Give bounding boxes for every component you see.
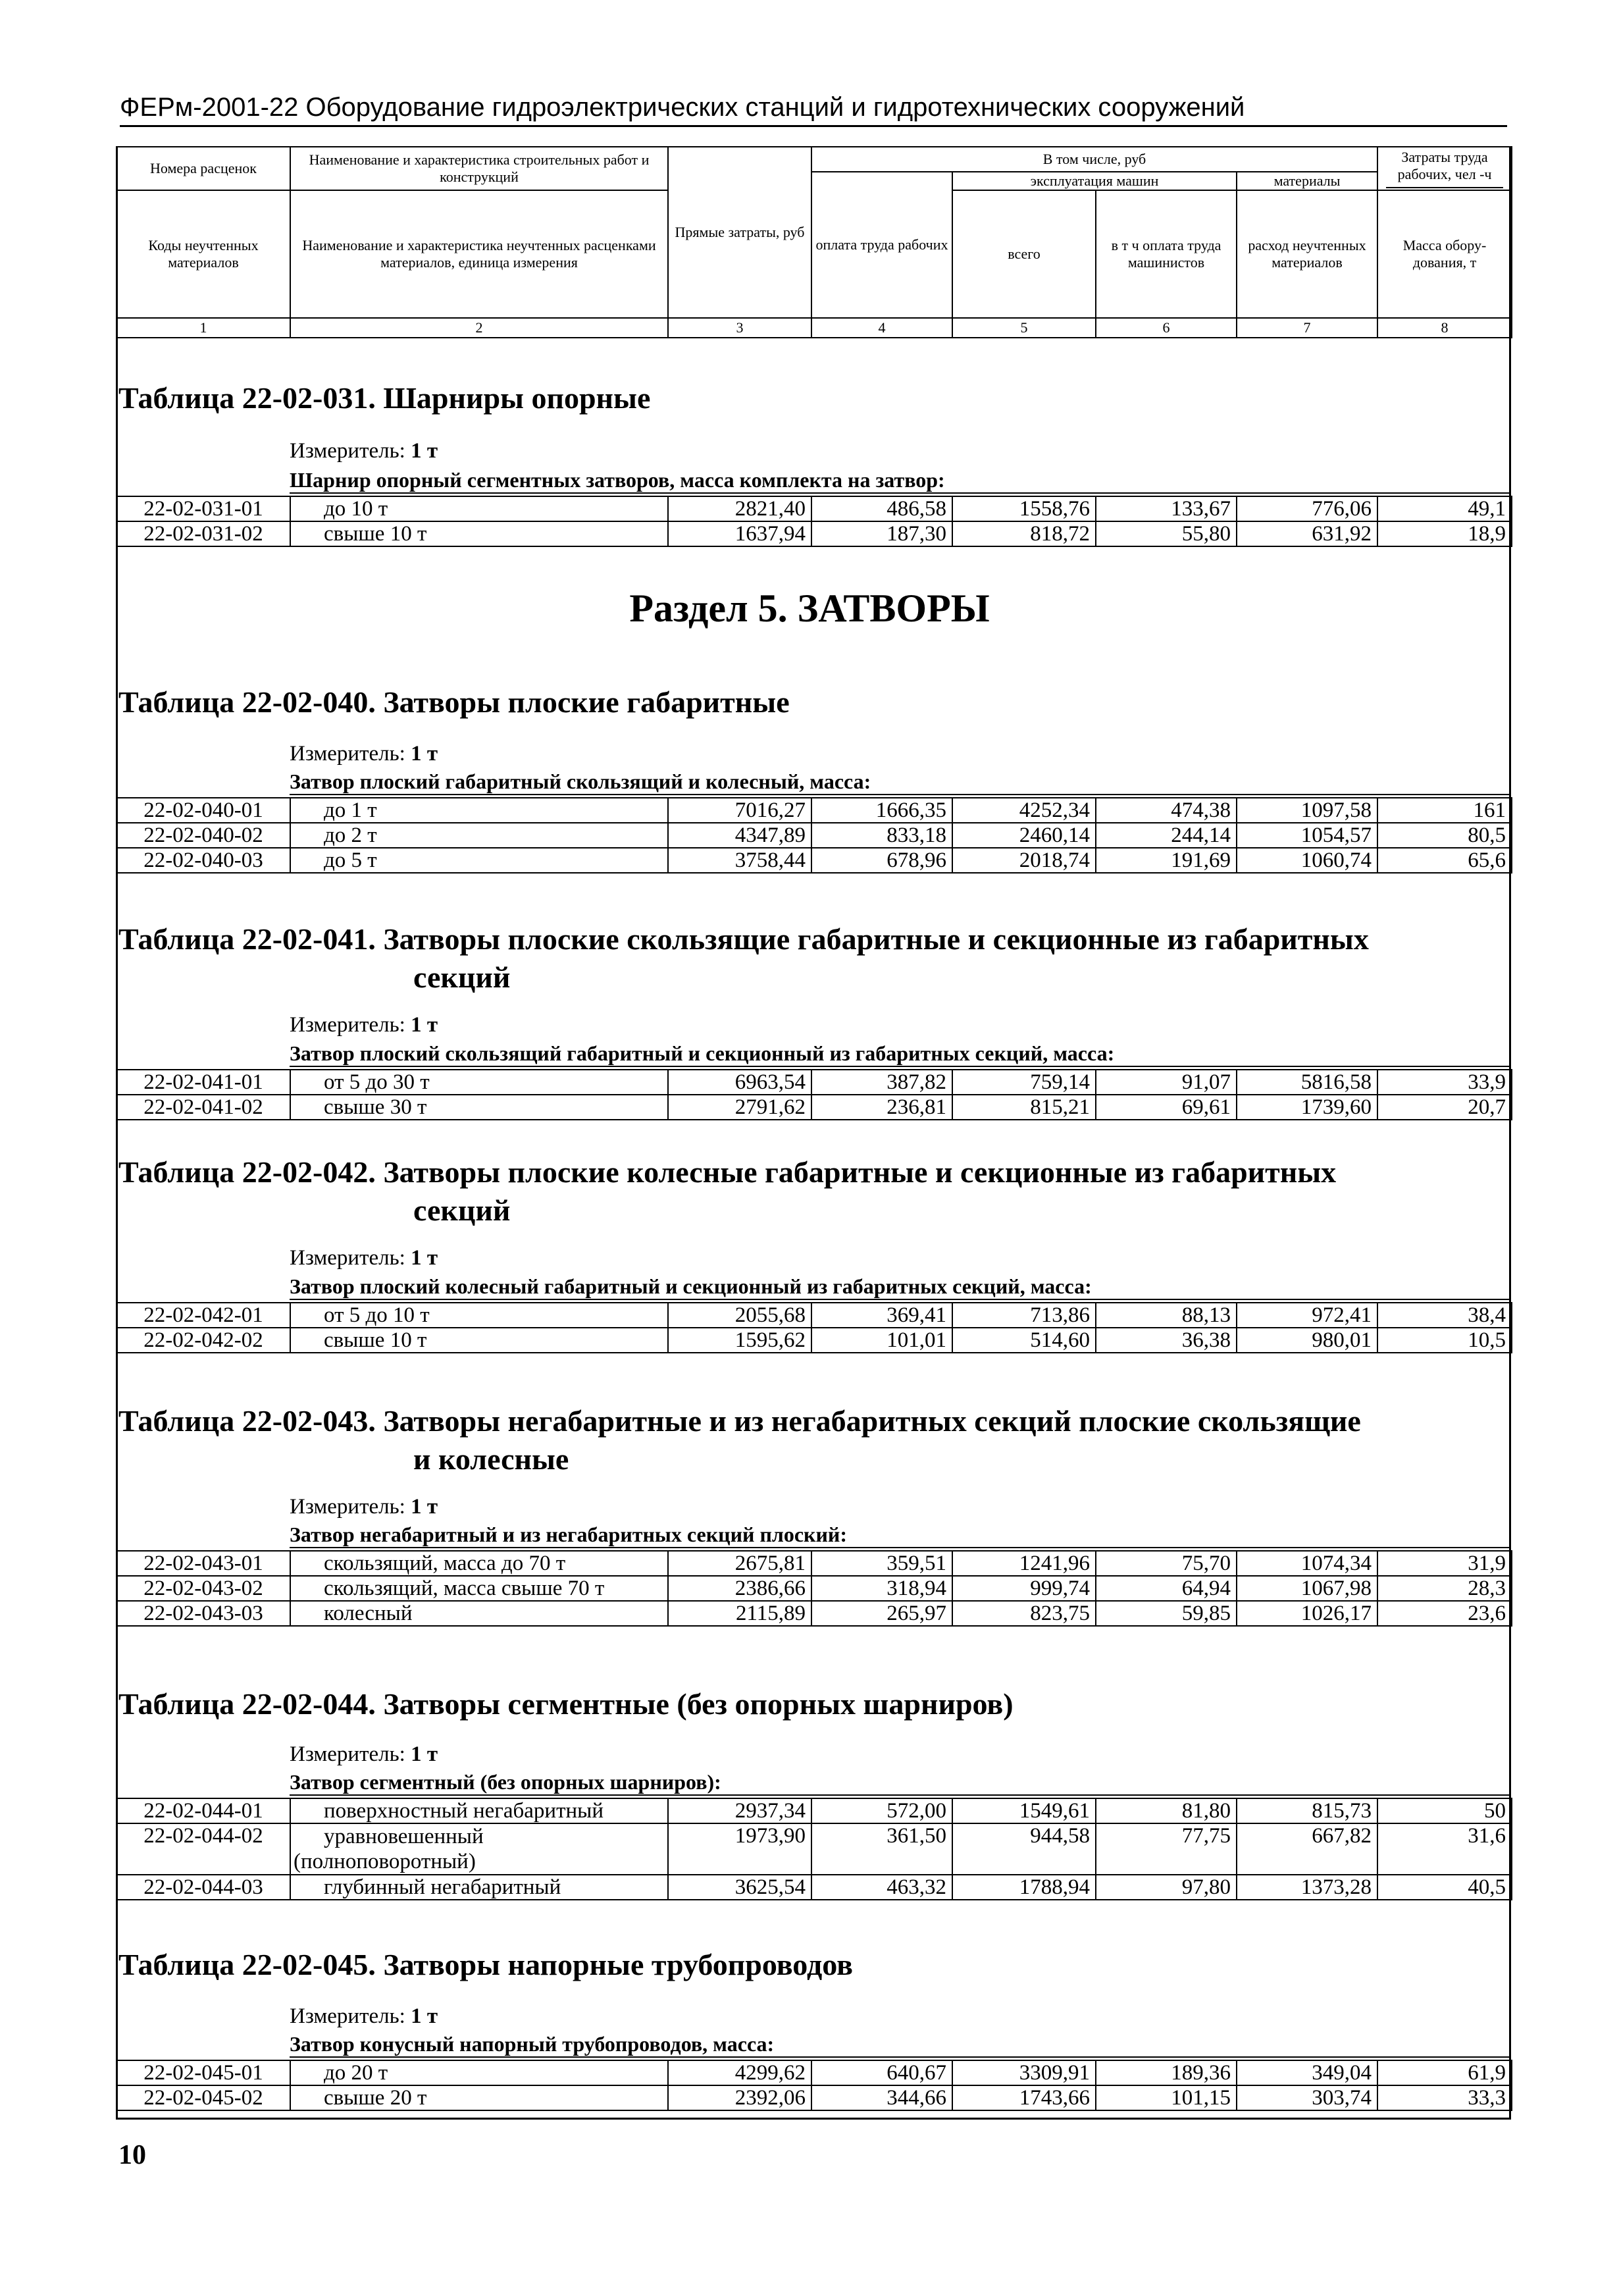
- document-title: ФЕРм-2001-22 Оборудование гидроэлектрических станций и гидротехнических сооружений: [120, 91, 1507, 127]
- row-name: до 20 т: [290, 2060, 668, 2085]
- table-title-041: [118, 920, 1507, 997]
- table-title-031: Таблица 22-02-031. Шарниры опорные: [118, 381, 651, 415]
- table-title-044: Таблица 22-02-044. Затворы сегментные (без опорных шарниров): [118, 1687, 1014, 1721]
- row-c3: 1595,62: [668, 1328, 811, 1353]
- row-c7: 667,82: [1237, 1823, 1377, 1875]
- table-row: [116, 1823, 1512, 1875]
- row-c3: 2821,40: [668, 496, 811, 521]
- hdr-col5: всего: [952, 190, 1096, 318]
- row-c6: 474,38: [1096, 798, 1237, 823]
- row-name: колесный: [290, 1601, 668, 1626]
- measure-value: 1 т: [411, 1495, 438, 1519]
- hdr-num-3: 3: [668, 318, 811, 338]
- row-code: 22-02-040-01: [116, 798, 290, 823]
- row-c4: 1666,35: [811, 798, 952, 823]
- row-c7: 349,04: [1237, 2060, 1377, 2085]
- row-name: свыше 20 т: [290, 2085, 668, 2110]
- row-c7: 1739,60: [1237, 1095, 1377, 1120]
- table-row: [116, 1551, 1512, 1576]
- row-c5: 2460,14: [952, 823, 1096, 848]
- row-c3: 7016,27: [668, 798, 811, 823]
- row-c3: 3625,54: [668, 1875, 811, 1900]
- row-c8: 31,9: [1377, 1551, 1512, 1576]
- row-c6: 77,75: [1096, 1823, 1237, 1875]
- table-row: [116, 798, 1512, 823]
- measure-value: 1 т: [411, 1013, 438, 1037]
- row-c5: 2018,74: [952, 848, 1096, 873]
- group-045: Затвор конусный напорный трубопроводов, масса:: [290, 2031, 1511, 2058]
- hdr-col1-bottom: Коды неучтенных материалов: [116, 190, 290, 318]
- title-line-1: Таблица 22-02-043. Затворы негабаритные и из негабаритных секций плоские скользящие: [118, 1404, 1361, 1438]
- table-row: [116, 521, 1512, 546]
- row-c6: 64,94: [1096, 1576, 1237, 1601]
- row-code: 22-02-044-03: [116, 1875, 290, 1900]
- group-044: Затвор сегментный (без опорных шарниров):: [290, 1769, 1511, 1796]
- row-c4: 833,18: [811, 823, 952, 848]
- row-c7: 1097,58: [1237, 798, 1377, 823]
- row-name: до 10 т: [290, 496, 668, 521]
- row-name-line-1: уравновешенный: [324, 1825, 484, 1848]
- measure-043: [290, 1494, 438, 1519]
- measure-045: [290, 2004, 438, 2029]
- row-c3: 4347,89: [668, 823, 811, 848]
- row-c3: 1637,94: [668, 521, 811, 546]
- measure-042: [290, 1245, 438, 1270]
- rows-031: [116, 496, 1512, 547]
- row-name: до 1 т: [290, 798, 668, 823]
- title-line-1: Таблица 22-02-042. Затворы плоские колесные габаритные и секционные из габаритных: [118, 1155, 1337, 1189]
- row-c3: 2791,62: [668, 1095, 811, 1120]
- row-c8: 31,6: [1377, 1823, 1512, 1875]
- measure-label: Измеритель:: [290, 1246, 405, 1270]
- page-number: 10: [118, 2140, 146, 2170]
- row-c4: 265,97: [811, 1601, 952, 1626]
- measure-label: Измеритель:: [290, 742, 405, 766]
- rows-045: [116, 2060, 1512, 2111]
- row-c8: 23,6: [1377, 1601, 1512, 1626]
- measure-label: Измеритель:: [290, 1495, 405, 1519]
- row-c4: 572,00: [811, 1798, 952, 1823]
- row-c6: 101,15: [1096, 2085, 1237, 2110]
- measure-label: Измеритель:: [290, 1013, 405, 1037]
- measure-value: 1 т: [411, 439, 438, 463]
- row-name: скользящий, масса свыше 70 т: [290, 1576, 668, 1601]
- row-c5: 944,58: [952, 1823, 1096, 1875]
- row-c4: 678,96: [811, 848, 952, 873]
- row-c8: 50: [1377, 1798, 1512, 1823]
- row-c4: 369,41: [811, 1303, 952, 1328]
- row-c7: 631,92: [1237, 521, 1377, 546]
- row-c3: 2386,66: [668, 1576, 811, 1601]
- row-c8: 80,5: [1377, 823, 1512, 848]
- row-c4: 359,51: [811, 1551, 952, 1576]
- row-c7: 303,74: [1237, 2085, 1377, 2110]
- row-name: свыше 10 т: [290, 521, 668, 546]
- row-name: поверхностный негабаритный: [290, 1798, 668, 1823]
- table-row: [116, 823, 1512, 848]
- hdr-col8-bottom: Масса обору-дования, т: [1377, 190, 1512, 318]
- row-name: скользящий, масса до 70 т: [290, 1551, 668, 1576]
- row-c3: 6963,54: [668, 1070, 811, 1095]
- row-code: 22-02-031-02: [116, 521, 290, 546]
- group-043: Затвор негабаритный и из негабаритных секций плоский:: [290, 1522, 1511, 1548]
- rows-043: [116, 1550, 1512, 1627]
- row-c8: 161: [1377, 798, 1512, 823]
- row-c8: 10,5: [1377, 1328, 1512, 1353]
- measure-044: [290, 1742, 438, 1767]
- row-c3: 3758,44: [668, 848, 811, 873]
- hdr-num-4: 4: [811, 318, 952, 338]
- row-name: свыше 30 т: [290, 1095, 668, 1120]
- rows-040: [116, 797, 1512, 874]
- row-code: 22-02-041-01: [116, 1070, 290, 1095]
- row-c8: 20,7: [1377, 1095, 1512, 1120]
- row-code: 22-02-040-02: [116, 823, 290, 848]
- title-line-1: Таблица 22-02-041. Затворы плоские скользящие габаритные и секционные из габаритных: [118, 922, 1369, 956]
- row-c6: 244,14: [1096, 823, 1237, 848]
- row-c5: 818,72: [952, 521, 1096, 546]
- title-line-2: и колесные: [413, 1442, 569, 1476]
- row-c3: 2115,89: [668, 1601, 811, 1626]
- row-c5: 815,21: [952, 1095, 1096, 1120]
- measure-label: Измеритель:: [290, 439, 405, 463]
- table-row: [116, 1095, 1512, 1120]
- table-row: [116, 496, 1512, 521]
- section-title: Раздел 5. ЗАТВОРЫ: [629, 587, 990, 630]
- row-c7: 1026,17: [1237, 1601, 1377, 1626]
- row-code: 22-02-045-01: [116, 2060, 290, 2085]
- hdr-col2-bottom: Наименование и характеристика неучтенных расценками материалов, единица измерения: [290, 190, 668, 318]
- hdr-num-6: 6: [1096, 318, 1237, 338]
- row-c6: 133,67: [1096, 496, 1237, 521]
- measure-040: [290, 741, 438, 766]
- title-line-2: секций: [413, 960, 511, 994]
- row-c8: 33,3: [1377, 2085, 1512, 2110]
- hdr-col6: в т ч оплата труда машинистов: [1096, 190, 1237, 318]
- row-c7: 1074,34: [1237, 1551, 1377, 1576]
- row-c7: 1060,74: [1237, 848, 1377, 873]
- hdr-col1-top: Номера расценок: [116, 147, 290, 190]
- table-row: [116, 2060, 1512, 2085]
- hdr-num-8: 8: [1377, 318, 1512, 338]
- hdr-col8-top: [1377, 147, 1512, 190]
- hdr-num-5: 5: [952, 318, 1096, 338]
- measure-value: 1 т: [411, 1246, 438, 1270]
- table-row: [116, 2085, 1512, 2110]
- row-c6: 88,13: [1096, 1303, 1237, 1328]
- row-c4: 361,50: [811, 1823, 952, 1875]
- table-title-043: [118, 1402, 1507, 1478]
- row-c7: 776,06: [1237, 496, 1377, 521]
- hdr-num-7: 7: [1237, 318, 1377, 338]
- hdr-group-machines: эксплуатация машин: [952, 172, 1237, 190]
- row-name: глубинный негабаритный: [290, 1875, 668, 1900]
- group-042: Затвор плоский колесный габаритный и секционный из габаритных секций, масса:: [290, 1274, 1511, 1300]
- row-c7: 1373,28: [1237, 1875, 1377, 1900]
- row-code: 22-02-043-03: [116, 1601, 290, 1626]
- measure-label: Измеритель:: [290, 2004, 405, 2028]
- row-c5: 999,74: [952, 1576, 1096, 1601]
- row-c8: 40,5: [1377, 1875, 1512, 1900]
- row-c4: 387,82: [811, 1070, 952, 1095]
- hdr-group-incl: В том числе, руб: [811, 147, 1377, 172]
- table-title-042: [118, 1153, 1507, 1230]
- measure-value: 1 т: [411, 1742, 438, 1766]
- row-c6: 36,38: [1096, 1328, 1237, 1353]
- hdr-col4: оплата труда рабочих: [811, 172, 952, 318]
- row-c7: 5816,58: [1237, 1070, 1377, 1095]
- row-c5: 823,75: [952, 1601, 1096, 1626]
- measure-value: 1 т: [411, 2004, 438, 2028]
- row-c4: 344,66: [811, 2085, 952, 2110]
- row-c8: 49,1: [1377, 496, 1512, 521]
- row-c3: 2937,34: [668, 1798, 811, 1823]
- row-name: до 5 т: [290, 848, 668, 873]
- row-c6: 191,69: [1096, 848, 1237, 873]
- row-c4: 236,81: [811, 1095, 952, 1120]
- table-row: [116, 1303, 1512, 1328]
- row-c7: 972,41: [1237, 1303, 1377, 1328]
- row-c5: 759,14: [952, 1070, 1096, 1095]
- measure-label: Измеритель:: [290, 1742, 405, 1766]
- row-c7: 1054,57: [1237, 823, 1377, 848]
- row-c7: 1067,98: [1237, 1576, 1377, 1601]
- row-name: свыше 10 т: [290, 1328, 668, 1353]
- row-c6: 55,80: [1096, 521, 1237, 546]
- table-row: [116, 1601, 1512, 1626]
- row-c3: 2055,68: [668, 1303, 811, 1328]
- row-code: 22-02-043-02: [116, 1576, 290, 1601]
- row-c6: 75,70: [1096, 1551, 1237, 1576]
- rows-041: [116, 1069, 1512, 1120]
- row-c8: 65,6: [1377, 848, 1512, 873]
- group-040: Затвор плоский габаритный скользящий и колесный, масса:: [290, 769, 1511, 795]
- row-code: 22-02-042-02: [116, 1328, 290, 1353]
- table-title-040: Таблица 22-02-040. Затворы плоские габаритные: [118, 685, 790, 719]
- row-c5: 1788,94: [952, 1875, 1096, 1900]
- measure-value: 1 т: [411, 742, 438, 766]
- row-c8: 61,9: [1377, 2060, 1512, 2085]
- row-name: от 5 до 10 т: [290, 1303, 668, 1328]
- table-row: [116, 1875, 1512, 1900]
- row-code: 22-02-043-01: [116, 1551, 290, 1576]
- group-031: Шарнир опорный сегментных затворов, масса комплекта на затвор:: [290, 467, 1511, 494]
- row-c4: 640,67: [811, 2060, 952, 2085]
- row-c5: 4252,34: [952, 798, 1096, 823]
- row-code: 22-02-044-02: [116, 1823, 290, 1875]
- row-c4: 101,01: [811, 1328, 952, 1353]
- row-name: от 5 до 30 т: [290, 1070, 668, 1095]
- row-c7: 980,01: [1237, 1328, 1377, 1353]
- measure-031: [290, 438, 438, 463]
- row-c8: 38,4: [1377, 1303, 1512, 1328]
- row-c6: 69,61: [1096, 1095, 1237, 1120]
- group-041: Затвор плоский скользящий габаритный и секционный из габаритных секций, масса:: [290, 1041, 1511, 1067]
- row-c4: 486,58: [811, 496, 952, 521]
- row-code: 22-02-031-01: [116, 496, 290, 521]
- row-name: до 2 т: [290, 823, 668, 848]
- row-c6: 59,85: [1096, 1601, 1237, 1626]
- row-c4: 463,32: [811, 1875, 952, 1900]
- row-c5: 1241,96: [952, 1551, 1096, 1576]
- row-c3: 2675,81: [668, 1551, 811, 1576]
- row-c8: 28,3: [1377, 1576, 1512, 1601]
- row-c5: 514,60: [952, 1328, 1096, 1353]
- title-line-2: секций: [413, 1193, 511, 1227]
- table-row: [116, 848, 1512, 873]
- table-row: [116, 1328, 1512, 1353]
- hdr-col3: Прямые затраты, руб: [668, 147, 811, 318]
- hdr-group-materials: материалы: [1237, 172, 1377, 190]
- rows-042: [116, 1302, 1512, 1353]
- hdr-num-1: 1: [116, 318, 290, 338]
- row-name-line-2: (полноповоротный): [294, 1850, 476, 1873]
- hdr-col2-top: Наименование и характеристика строительных работ и конструкций: [290, 147, 668, 190]
- hdr-col8-top-text: Затраты труда рабочих, чел -ч: [1386, 149, 1503, 188]
- table-title-045: Таблица 22-02-045. Затворы напорные трубопроводов: [118, 1948, 853, 1981]
- row-c3: 2392,06: [668, 2085, 811, 2110]
- row-c6: 91,07: [1096, 1070, 1237, 1095]
- row-c4: 318,94: [811, 1576, 952, 1601]
- row-c6: 189,36: [1096, 2060, 1237, 2085]
- row-c4: 187,30: [811, 521, 952, 546]
- row-code: 22-02-040-03: [116, 848, 290, 873]
- hdr-col7: расход неучтенных материалов: [1237, 190, 1377, 318]
- table-row: [116, 1798, 1512, 1823]
- row-c8: 33,9: [1377, 1070, 1512, 1095]
- column-header: [116, 146, 1512, 338]
- row-c5: 1558,76: [952, 496, 1096, 521]
- row-c5: 1549,61: [952, 1798, 1096, 1823]
- row-code: 22-02-042-01: [116, 1303, 290, 1328]
- row-c5: 713,86: [952, 1303, 1096, 1328]
- row-code: 22-02-044-01: [116, 1798, 290, 1823]
- row-c7: 815,73: [1237, 1798, 1377, 1823]
- hdr-num-2: 2: [290, 318, 668, 338]
- row-c6: 81,80: [1096, 1798, 1237, 1823]
- row-c5: 1743,66: [952, 2085, 1096, 2110]
- row-c3: 1973,90: [668, 1823, 811, 1875]
- row-c8: 18,9: [1377, 521, 1512, 546]
- measure-041: [290, 1012, 438, 1037]
- rows-044: [116, 1798, 1512, 1900]
- row-c3: 4299,62: [668, 2060, 811, 2085]
- row-name: [290, 1823, 668, 1875]
- row-c6: 97,80: [1096, 1875, 1237, 1900]
- row-code: 22-02-041-02: [116, 1095, 290, 1120]
- table-row: [116, 1070, 1512, 1095]
- table-row: [116, 1576, 1512, 1601]
- row-code: 22-02-045-02: [116, 2085, 290, 2110]
- row-c5: 3309,91: [952, 2060, 1096, 2085]
